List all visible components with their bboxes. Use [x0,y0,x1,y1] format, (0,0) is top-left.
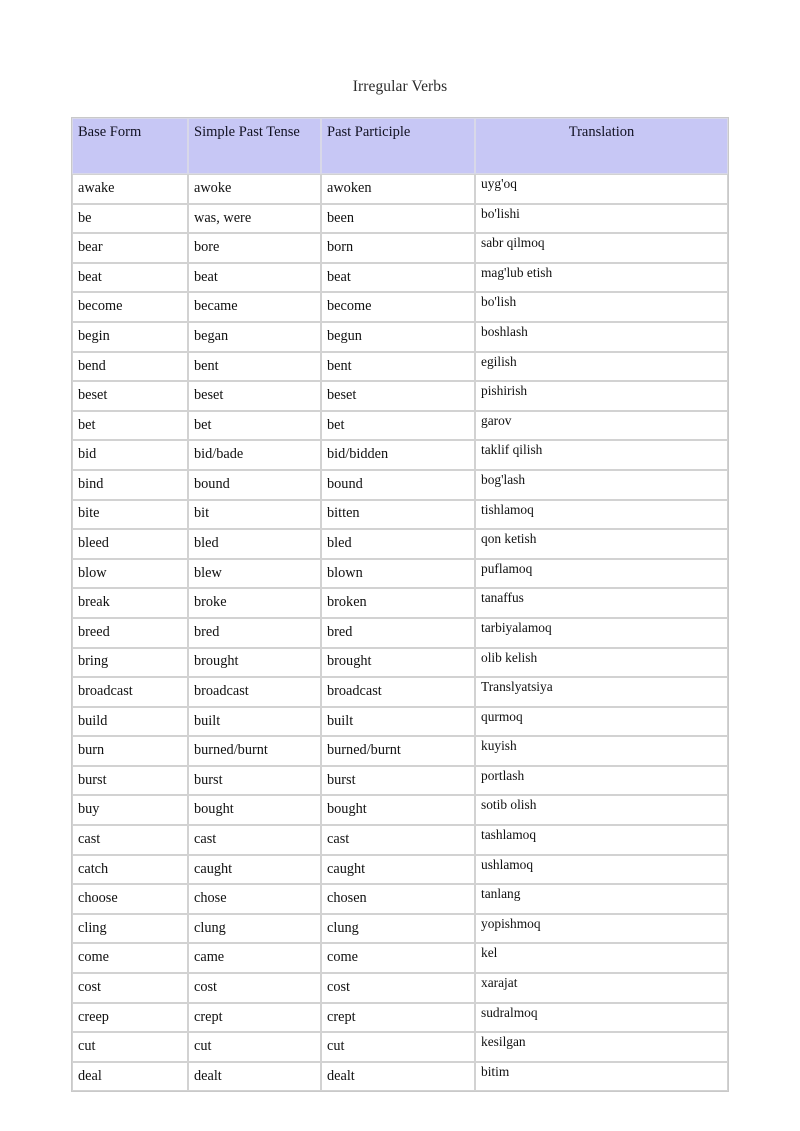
verb-translation-text: boshlash [481,323,528,339]
verb-base-form [72,204,188,234]
table-row [72,855,728,885]
table-body [72,174,728,1091]
verb-base-form-text: break [78,594,110,611]
verb-simple-past-text: beat [194,268,218,285]
verb-past-participle-text: bent [327,357,352,374]
verb-base-form-text: deal [78,1067,102,1084]
verb-translation-text: portlash [481,767,525,783]
verb-past-participle [321,440,475,470]
verb-simple-past-text: caught [194,860,233,877]
verb-past-participle [321,292,475,322]
table-row [72,677,728,707]
verb-base-form [72,1062,188,1092]
verb-past-participle-text: bought [327,801,367,818]
table-row [72,529,728,559]
table-row [72,736,728,766]
verb-base-form [72,500,188,530]
verb-past-participle-text: blown [327,564,363,581]
verb-simple-past-text: blew [194,564,222,581]
verb-base-form [72,736,188,766]
verb-base-form [72,795,188,825]
verb-translation-text: tanlang [481,886,521,902]
verb-past-participle-text: been [327,209,354,226]
verb-translation-text: ushlamoq [481,856,534,872]
verb-translation-text: xarajat [481,975,518,991]
verb-base-form [72,292,188,322]
verb-past-participle-text: bound [327,475,363,492]
verb-translation-text: bo'lish [481,294,517,310]
verb-base-form [72,707,188,737]
verb-past-participle-text: bet [327,416,345,433]
verb-base-form [72,1032,188,1062]
verb-base-form-text: broadcast [78,683,133,700]
verb-simple-past-text: bought [194,801,234,818]
verb-simple-past-text: crept [194,1008,223,1025]
verb-base-form-text: awake [78,179,115,196]
verb-past-participle [321,677,475,707]
verb-base-form [72,618,188,648]
verb-translation [475,618,728,648]
verb-past-participle-text: broadcast [327,683,382,700]
verb-simple-past [188,322,321,352]
verb-past-participle [321,618,475,648]
verb-translation-text: yopishmoq [481,915,541,931]
verb-base-form [72,322,188,352]
verb-past-participle-text: burst [327,771,356,788]
verb-past-participle [321,795,475,825]
verb-simple-past-text: broke [194,594,227,611]
verb-translation-text: garov [481,412,512,428]
table-row [72,825,728,855]
table-row [72,559,728,589]
table-row [72,973,728,1003]
verb-past-participle-text: bitten [327,505,360,522]
verb-base-form [72,914,188,944]
verb-past-participle [321,233,475,263]
verb-translation-text: tarbiyalamoq [481,619,552,635]
verb-translation-text: egilish [481,353,517,369]
verb-base-form-text: blow [78,564,107,581]
verb-translation [475,766,728,796]
verb-translation [475,943,728,973]
verb-past-participle-text: cost [327,978,351,995]
verb-translation [475,736,728,766]
verb-translation-text: kuyish [481,738,517,754]
table-row [72,1003,728,1033]
verb-translation [475,292,728,322]
verb-simple-past [188,884,321,914]
verb-base-form [72,233,188,263]
verb-translation [475,529,728,559]
verb-simple-past-text: bit [194,505,210,522]
verb-past-participle-text: come [327,949,358,966]
verb-simple-past [188,263,321,293]
verb-base-form [72,855,188,885]
verb-translation-text: tanaffus [481,590,524,606]
verb-past-participle [321,648,475,678]
verb-simple-past [188,795,321,825]
verb-base-form-text: become [78,298,123,315]
verb-translation [475,174,728,204]
table-header-row [72,118,728,174]
table-row [72,707,728,737]
verb-simple-past [188,233,321,263]
table-row [72,381,728,411]
table-row [72,204,728,234]
verb-past-participle [321,352,475,382]
verb-translation [475,1032,728,1062]
verb-translation [475,322,728,352]
verb-past-participle-text: cut [327,1038,345,1055]
verb-base-form [72,1003,188,1033]
verb-translation [475,855,728,885]
verb-past-participle-text: become [327,298,372,315]
verb-simple-past [188,292,321,322]
verb-base-form-text: begin [78,327,110,344]
verb-past-participle [321,174,475,204]
verb-base-form-text: bite [78,505,100,522]
verb-past-participle [321,855,475,885]
verb-translation [475,381,728,411]
table-row [72,1032,728,1062]
verb-simple-past-text: burst [194,771,223,788]
verb-simple-past [188,470,321,500]
table-row [72,263,728,293]
table-row [72,322,728,352]
table-row [72,943,728,973]
table-row [72,1062,728,1092]
verb-past-participle-text: broken [327,594,367,611]
verb-simple-past-text: bred [194,623,220,640]
verb-simple-past-text: bound [194,475,230,492]
page-title: Irregular Verbs [352,78,448,95]
verb-translation [475,973,728,1003]
table-row [72,500,728,530]
verb-base-form [72,973,188,1003]
verb-base-form-text: buy [78,801,100,818]
verb-translation [475,588,728,618]
verb-past-participle [321,825,475,855]
table-row [72,648,728,678]
verb-base-form [72,648,188,678]
verb-simple-past-text: chose [194,890,227,907]
verb-base-form [72,766,188,796]
verb-translation-text: bo'lishi [481,205,520,221]
irregular-verbs-table-container [71,117,727,1092]
verb-simple-past [188,1062,321,1092]
verb-simple-past [188,855,321,885]
table-header [72,118,728,174]
verb-base-form-text: beat [78,268,102,285]
verb-past-participle-text: cast [327,831,350,847]
table-row [72,440,728,470]
verb-simple-past [188,381,321,411]
verb-base-form-text: cut [78,1038,96,1055]
verb-simple-past-text: burned/burnt [194,742,268,759]
verb-base-form [72,943,188,973]
verb-simple-past [188,618,321,648]
verb-simple-past [188,736,321,766]
verb-simple-past [188,677,321,707]
verb-past-participle [321,529,475,559]
verb-simple-past-text: began [194,327,229,344]
verb-translation [475,411,728,441]
verb-translation [475,440,728,470]
verb-simple-past [188,174,321,204]
verb-past-participle [321,1062,475,1092]
verb-past-participle [321,470,475,500]
verb-simple-past-text: bet [194,416,212,433]
verb-translation-text: Translyatsiya [481,679,553,695]
verb-translation-text: olib kelish [481,649,538,665]
verb-past-participle [321,707,475,737]
table-row [72,292,728,322]
verb-translation-text: kesilgan [481,1034,526,1050]
verb-past-participle-text: caught [327,860,366,877]
table-row [72,766,728,796]
verb-base-form-text: burst [78,771,107,788]
table-row [72,914,728,944]
verb-past-participle-text: brought [327,653,372,670]
verb-simple-past [188,943,321,973]
verb-translation-text: pishirish [481,383,528,399]
verb-base-form-text: bring [78,653,109,670]
verb-past-participle-text: begun [327,327,362,344]
verb-simple-past [188,1032,321,1062]
verb-simple-past [188,500,321,530]
verb-base-form [72,352,188,382]
verb-simple-past-text: dealt [194,1067,222,1084]
verb-simple-past [188,973,321,1003]
verb-past-participle [321,943,475,973]
verb-translation-text: puflamoq [481,560,533,576]
verb-base-form-text: cling [78,919,107,936]
verb-past-participle [321,1032,475,1062]
verb-translation [475,352,728,382]
verb-simple-past-text: clung [194,919,226,936]
verb-simple-past-text: built [194,712,221,729]
verb-simple-past-text: cost [194,978,218,995]
verb-translation-text: bog'lash [481,471,526,487]
verb-simple-past-text: bent [194,357,219,374]
verb-base-form [72,825,188,855]
verb-translation-text: qurmoq [481,708,523,724]
table-row [72,795,728,825]
verb-past-participle-text: bled [327,535,352,552]
verb-past-participle [321,204,475,234]
verb-base-form [72,559,188,589]
verb-past-participle [321,736,475,766]
verb-past-participle-text: built [327,712,354,729]
verb-base-form-text: come [78,949,109,966]
verb-translation [475,795,728,825]
verb-base-form-text: catch [78,860,109,877]
verb-simple-past [188,766,321,796]
table-row [72,411,728,441]
verb-simple-past-text: bled [194,535,219,552]
verb-past-participle [321,914,475,944]
verb-base-form [72,884,188,914]
verb-past-participle [321,884,475,914]
table-row [72,233,728,263]
verb-simple-past [188,352,321,382]
verb-base-form-text: be [78,209,92,226]
verb-base-form-text: choose [78,890,118,907]
verb-past-participle-text: chosen [327,890,367,907]
verb-translation-text: mag'lub etish [481,264,553,280]
verb-simple-past-text: bore [194,239,220,256]
column-header-translation: Translation [475,118,728,174]
verb-simple-past [188,529,321,559]
verb-translation [475,677,728,707]
verb-base-form [72,529,188,559]
verb-past-participle [321,381,475,411]
verb-simple-past [188,440,321,470]
verb-translation [475,1062,728,1092]
verb-past-participle [321,1003,475,1033]
verb-past-participle [321,973,475,1003]
verb-translation [475,559,728,589]
verb-past-participle-text: beat [327,268,351,285]
verb-base-form-text: bid [78,446,97,463]
verb-simple-past [188,914,321,944]
verb-past-participle-text: crept [327,1008,356,1025]
verb-simple-past [188,648,321,678]
verb-past-participle [321,322,475,352]
verb-base-form-text: burn [78,742,105,759]
verb-translation [475,233,728,263]
column-header-base-form: Base Form [72,118,188,174]
table-row [72,174,728,204]
verb-translation [475,1003,728,1033]
verb-base-form-text: cast [78,831,101,847]
verb-translation-text: tashlamoq [481,827,537,843]
verb-base-form-text: bear [78,239,103,256]
verb-base-form-text: bet [78,416,96,433]
verb-base-form-text: bleed [78,535,109,552]
verb-base-form [72,174,188,204]
verb-translation [475,648,728,678]
verb-simple-past-text: cast [194,831,217,847]
verb-translation [475,204,728,234]
table-row [72,884,728,914]
verb-translation-text: taklif qilish [481,442,543,458]
verb-simple-past [188,707,321,737]
verb-simple-past [188,411,321,441]
verb-past-participle-text: burned/burnt [327,742,401,759]
verb-simple-past [188,559,321,589]
column-header-simple-past: Simple Past Tense [188,118,321,174]
verb-past-participle-text: awoken [327,179,372,196]
verb-translation [475,263,728,293]
table-row [72,588,728,618]
verb-translation-text: sabr qilmoq [481,235,545,251]
verb-base-form-text: creep [78,1008,109,1025]
verb-simple-past [188,825,321,855]
verb-base-form [72,677,188,707]
verb-simple-past [188,588,321,618]
verb-translation [475,914,728,944]
verb-base-form [72,588,188,618]
verb-simple-past-text: broadcast [194,683,249,700]
verb-past-participle [321,411,475,441]
verb-translation-text: sotib olish [481,797,537,813]
verb-translation [475,470,728,500]
verb-base-form-text: breed [78,623,110,640]
verb-past-participle [321,588,475,618]
verb-base-form-text: build [78,712,108,729]
verb-translation-text: qon ketish [481,531,537,547]
verb-past-participle [321,766,475,796]
verb-translation-text: sudralmoq [481,1004,538,1020]
verb-base-form [72,440,188,470]
column-header-past-participle: Past Participle [321,118,475,174]
verb-simple-past-text: became [194,298,238,315]
verb-past-participle-text: born [327,239,354,256]
verb-simple-past-text: beset [194,387,224,404]
verb-past-participle [321,500,475,530]
irregular-verbs-table [71,117,729,1092]
verb-translation-text: bitim [481,1063,510,1079]
table-row [72,618,728,648]
verb-simple-past-text: was, were [194,209,252,226]
verb-past-participle-text: bid/bidden [327,446,389,463]
verb-translation [475,500,728,530]
verb-translation [475,884,728,914]
verb-simple-past-text: came [194,949,225,966]
verb-base-form [72,470,188,500]
verb-past-participle-text: dealt [327,1067,355,1084]
verb-past-participle [321,559,475,589]
verb-base-form-text: bend [78,357,106,374]
verb-base-form [72,381,188,411]
verb-simple-past-text: awoke [194,179,232,196]
verb-translation-text: tishlamoq [481,501,534,517]
verb-simple-past-text: bid/bade [194,446,244,463]
table-row [72,352,728,382]
verb-translation-text: uyg'oq [481,176,517,191]
verb-translation-text: kel [481,945,498,961]
verb-base-form-text: beset [78,387,108,404]
verb-simple-past [188,1003,321,1033]
verb-base-form-text: cost [78,978,102,995]
verb-translation [475,707,728,737]
verb-base-form-text: bind [78,475,104,492]
verb-simple-past-text: brought [194,653,239,670]
verb-past-participle-text: clung [327,919,359,936]
verb-translation [475,825,728,855]
verb-past-participle-text: beset [327,387,357,404]
table-row [72,470,728,500]
verb-simple-past [188,204,321,234]
verb-simple-past-text: cut [194,1038,212,1055]
verb-past-participle [321,263,475,293]
verb-past-participle-text: bred [327,623,353,640]
verb-base-form [72,411,188,441]
verb-base-form [72,263,188,293]
